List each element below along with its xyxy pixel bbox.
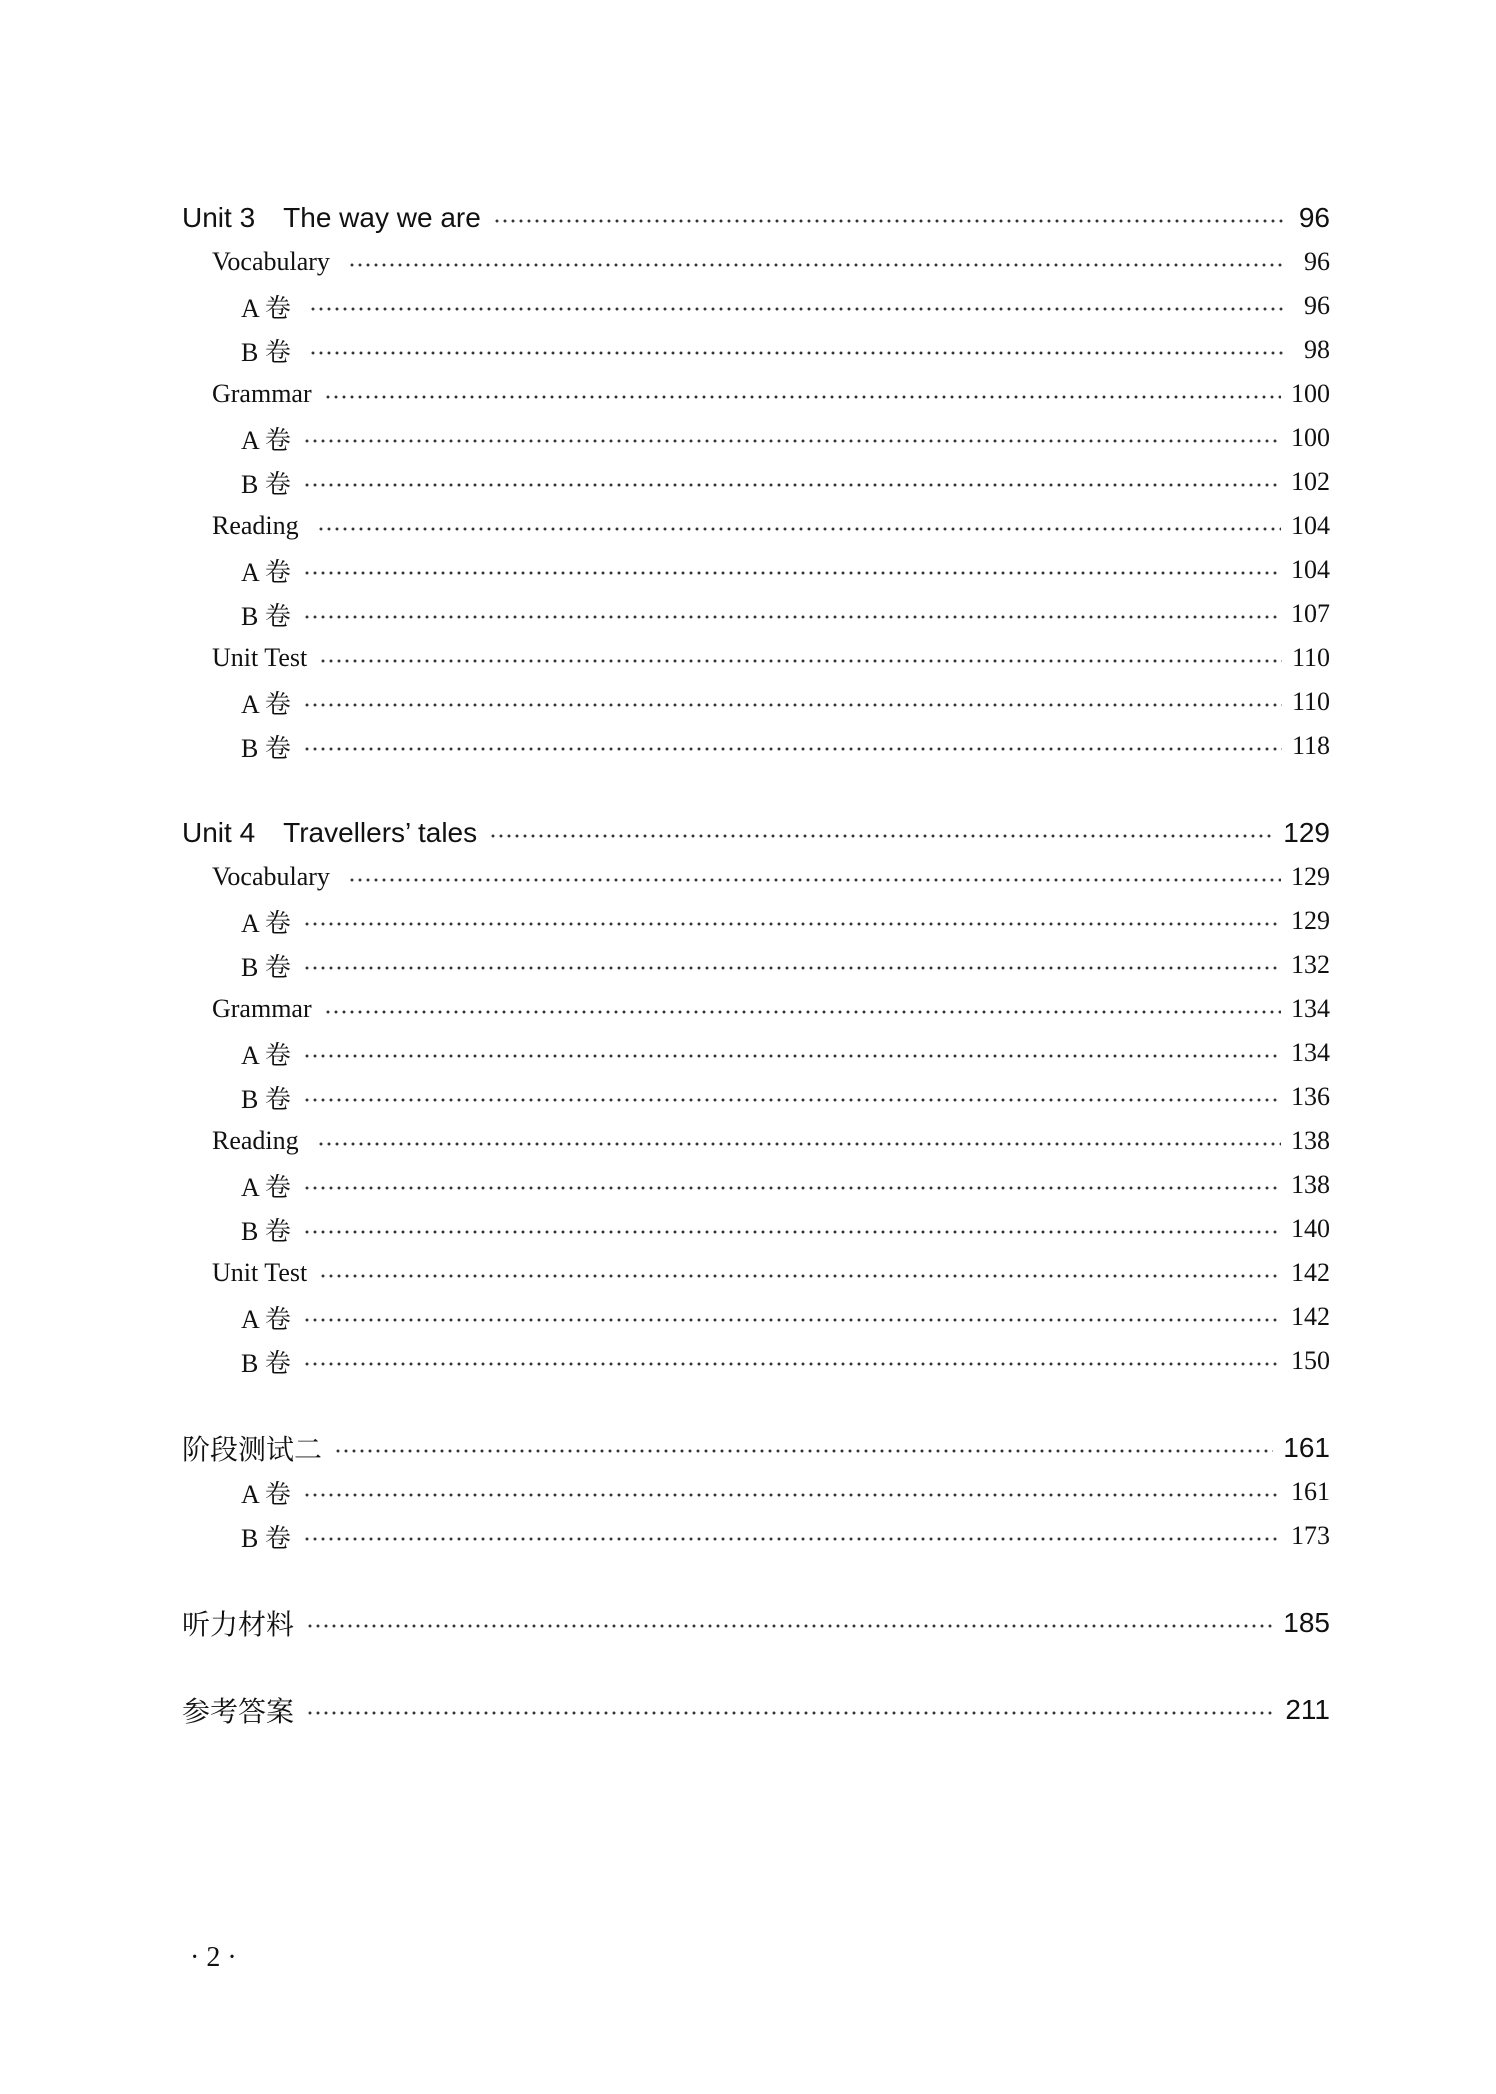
toc-entry[interactable] (182, 506, 1330, 546)
toc-entry-page: 96 (1304, 291, 1330, 320)
toc-entry[interactable] (182, 1165, 1330, 1205)
toc-entry-page: 138 (1291, 1126, 1330, 1155)
dot-leader (303, 483, 1281, 487)
toc-entry-page: 110 (1291, 643, 1330, 672)
dot-leader (303, 615, 1281, 619)
toc-entry-page: 96 (1298, 202, 1330, 233)
toc-entry-page: 161 (1291, 1477, 1330, 1506)
toc-entry-page: 129 (1291, 906, 1330, 935)
toc-entry-page: 161 (1283, 1432, 1330, 1463)
toc-entry-page: 150 (1291, 1346, 1330, 1375)
toc-entry[interactable] (182, 1516, 1330, 1556)
toc-entry[interactable] (182, 374, 1330, 414)
toc-entry-label: Reading (212, 1126, 306, 1155)
dot-leader (348, 263, 1284, 267)
dot-leader (306, 1711, 1275, 1715)
toc-entry-label: B 卷 (241, 469, 291, 499)
toc-entry-label: A 卷 (241, 1304, 291, 1334)
toc-entry-page: 142 (1291, 1258, 1330, 1287)
toc-entry[interactable] (182, 1690, 1330, 1730)
toc-entry[interactable] (182, 1077, 1330, 1117)
toc-entry-page: 142 (1291, 1302, 1330, 1331)
dot-leader (303, 1230, 1281, 1234)
toc-entry-label: A 卷 (241, 293, 298, 323)
toc-entry[interactable] (182, 945, 1330, 985)
toc-entry[interactable] (182, 1253, 1330, 1293)
toc-entry[interactable] (182, 1209, 1330, 1249)
toc-entry-label: B 卷 (241, 952, 291, 982)
toc-entry-page: 129 (1283, 817, 1330, 848)
toc-entry[interactable] (182, 638, 1330, 678)
dot-leader (303, 1098, 1281, 1102)
toc-entry-label: Grammar (212, 994, 312, 1023)
toc-entry-label: A 卷 (241, 689, 291, 719)
toc-entry-label: B 卷 (241, 337, 298, 367)
toc-entry-label: 参考答案 (182, 1696, 295, 1727)
toc-entry-label: A 卷 (241, 908, 291, 938)
toc-entry[interactable] (182, 198, 1330, 238)
dot-leader (309, 351, 1284, 355)
toc-entry[interactable] (182, 550, 1330, 590)
toc-entry-label: A 卷 (241, 1172, 291, 1202)
dot-leader (348, 878, 1281, 882)
toc-entry-page: 100 (1291, 379, 1330, 408)
toc-entry-label: B 卷 (241, 1348, 291, 1378)
dot-leader (303, 571, 1281, 575)
toc-entry[interactable] (182, 330, 1330, 370)
toc-entry[interactable] (182, 462, 1330, 502)
dot-leader (303, 439, 1281, 443)
toc-entry-label: Unit Test (212, 1258, 308, 1287)
toc-entry-label: Unit 3 The way we are (182, 202, 481, 233)
toc-entry-label: B 卷 (241, 733, 291, 763)
toc-entry[interactable] (182, 1472, 1330, 1512)
dot-leader (324, 1010, 1281, 1014)
toc-entry[interactable] (182, 1428, 1330, 1468)
dot-leader (309, 307, 1284, 311)
toc-entry-label: 阶段测试二 (182, 1434, 323, 1465)
toc-entry-label: B 卷 (241, 1523, 291, 1553)
dot-leader (493, 219, 1284, 223)
dot-leader (319, 659, 1282, 663)
toc-entry-label: A 卷 (241, 1040, 291, 1070)
toc-entry[interactable] (182, 857, 1330, 897)
toc-entry[interactable] (182, 682, 1330, 722)
toc-entry-label: B 卷 (241, 1084, 291, 1114)
toc-entry-page: 185 (1283, 1607, 1330, 1638)
toc-entry-page: 134 (1291, 994, 1330, 1023)
toc-entry[interactable] (182, 594, 1330, 634)
toc-entry[interactable] (182, 1297, 1330, 1337)
toc-entry-label: A 卷 (241, 557, 291, 587)
dot-leader (334, 1449, 1273, 1453)
toc-entry-page: 107 (1291, 599, 1330, 628)
page-number: · 2 · (190, 1942, 237, 1973)
toc-entry[interactable] (182, 726, 1330, 766)
dot-leader (303, 1362, 1281, 1366)
toc-entry-label: Grammar (212, 379, 312, 408)
toc-entry[interactable] (182, 286, 1330, 326)
toc-entry-page: 132 (1291, 950, 1330, 979)
toc-entry[interactable] (182, 1121, 1330, 1161)
dot-leader (303, 1186, 1281, 1190)
toc-entry-page: 98 (1304, 335, 1330, 364)
dot-leader (303, 703, 1282, 707)
toc-entry[interactable] (182, 989, 1330, 1029)
dot-leader (317, 527, 1281, 531)
toc-entry-label: A 卷 (241, 1479, 291, 1509)
dot-leader (303, 1054, 1281, 1058)
toc-entry[interactable] (182, 242, 1330, 282)
dot-leader (303, 966, 1281, 970)
dot-leader (489, 834, 1273, 838)
toc-entry-label: B 卷 (241, 601, 291, 631)
toc-entry-page: 129 (1291, 862, 1330, 891)
toc-entry[interactable] (182, 1033, 1330, 1073)
toc-entry-label: Unit 4 Travellers’ tales (182, 817, 478, 848)
toc-entry-page: 102 (1291, 467, 1330, 496)
toc-entry-page: 138 (1291, 1170, 1330, 1199)
dot-leader (306, 1624, 1273, 1628)
toc-entry[interactable] (182, 1603, 1330, 1643)
toc-entry-page: 211 (1285, 1694, 1330, 1725)
dot-leader (319, 1274, 1281, 1278)
dot-leader (324, 395, 1281, 399)
toc-entry-label: B 卷 (241, 1216, 291, 1246)
toc-entry-page: 118 (1291, 731, 1330, 760)
dot-leader (317, 1142, 1281, 1146)
toc-entry-label: Reading (212, 511, 306, 540)
toc-entry-page: 134 (1291, 1038, 1330, 1067)
dot-leader (303, 1493, 1281, 1497)
toc-entry-label: 听力材料 (182, 1609, 295, 1640)
toc-entry-label: Unit Test (212, 643, 308, 672)
dot-leader (303, 922, 1281, 926)
toc-entry-page: 104 (1291, 511, 1330, 540)
toc-entry-page: 104 (1291, 555, 1330, 584)
toc-entry-page: 140 (1291, 1214, 1330, 1243)
dot-leader (303, 1537, 1281, 1541)
toc-entry-page: 100 (1291, 423, 1330, 452)
toc-entry[interactable] (182, 418, 1330, 458)
toc-entry[interactable] (182, 1341, 1330, 1381)
toc-entry[interactable] (182, 813, 1330, 853)
toc-entry-page: 110 (1291, 687, 1330, 716)
dot-leader (303, 747, 1282, 751)
toc-entry-label: Vocabulary (212, 247, 337, 276)
dot-leader (303, 1318, 1281, 1322)
toc-entry-page: 173 (1291, 1521, 1330, 1550)
toc-entry-page: 136 (1291, 1082, 1330, 1111)
toc-entry-label: A 卷 (241, 425, 291, 455)
toc-entry-label: Vocabulary (212, 862, 337, 891)
toc-entry[interactable] (182, 901, 1330, 941)
toc-entry-page: 96 (1304, 247, 1330, 276)
